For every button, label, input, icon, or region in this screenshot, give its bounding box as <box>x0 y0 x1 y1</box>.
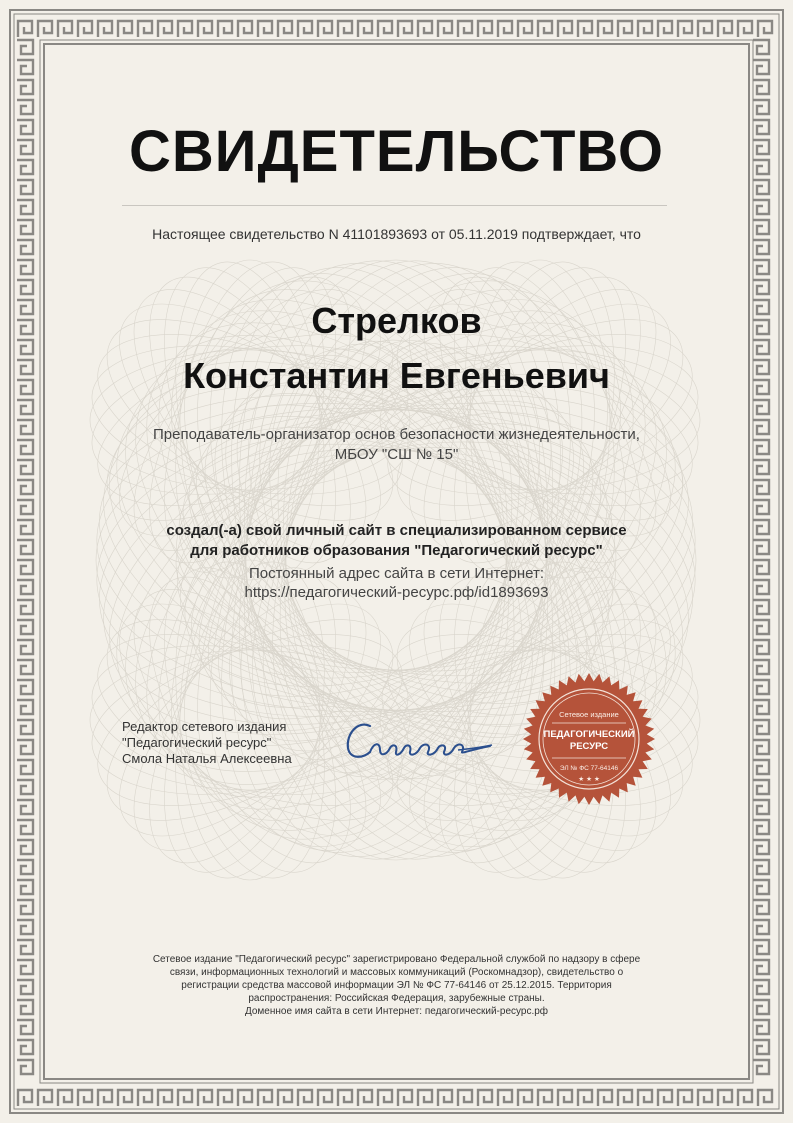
stamp-main-line1: ПЕДАГОГИЧЕСКИЙ <box>543 729 635 740</box>
achievement-line1: создал(-а) свой личный сайт в специализированном сервисе <box>166 522 627 539</box>
editor-role: Редактор сетевого издания <box>122 719 287 734</box>
footer-line5: Доменное имя сайта в сети Интернет: педагогический-ресурс.рф <box>244 1006 549 1017</box>
title-divider <box>122 205 667 206</box>
footer-line1: Сетевое издание "Педагогический ресурс" зарегистрировано Федеральной службой по надзору в сфере <box>152 954 641 965</box>
publication-stamp <box>522 672 656 806</box>
recipient-given-names: Константин Евгеньевич <box>183 355 610 396</box>
footer-line2: связи, информационных технологий и массовых коммуникаций (Роскомнадзор), свидетельство о <box>169 967 624 978</box>
stamp-top-text: Сетевое издание <box>559 710 619 719</box>
recipient-position-line2: МБОУ "СШ № 15" <box>334 446 459 463</box>
footer-line3: регистрации средства массовой информации ЭЛ № ФС 77-64146 от 25.12.2015. Территория <box>181 980 612 991</box>
site-address-url[interactable]: https://педагогический-ресурс.рф/id1893693 <box>244 584 549 601</box>
footer-line4: распространения: Российская Федерация, зарубежные страны. <box>248 993 545 1004</box>
editor-publication: "Педагогический ресурс" <box>122 735 272 750</box>
certificate-title: СВИДЕТЕЛЬСТВО <box>129 119 664 184</box>
editor-name: Смола Наталья Алексеевна <box>122 751 292 766</box>
achievement-line2: для работников образования "Педагогический ресурс" <box>190 542 603 559</box>
stamp-stars: ★ ★ ★ <box>578 775 600 783</box>
recipient-surname: Стрелков <box>311 300 482 341</box>
site-address-label: Постоянный адрес сайта в сети Интернет: <box>248 565 545 582</box>
editor-signature <box>340 712 495 772</box>
stamp-main-line2: РЕСУРС <box>569 741 609 752</box>
stamp-registration: ЭЛ № ФС 77-64146 <box>559 765 619 772</box>
recipient-position-line1: Преподаватель-организатор основ безопасности жизнедеятельности, <box>153 426 640 443</box>
registration-footer <box>120 953 673 1018</box>
certificate-intro: Настоящее свидетельство N 41101893693 от 05.11.2019 подтверждает, что <box>152 226 641 242</box>
